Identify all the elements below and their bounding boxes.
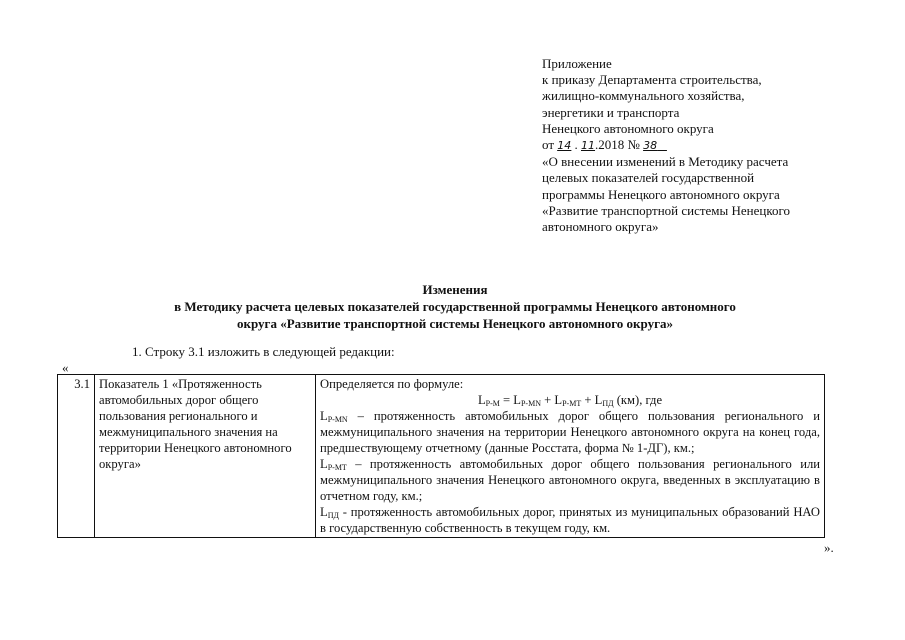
- appendix-order-line: к приказу Департамента строительства,: [542, 72, 762, 88]
- definition-cell: [316, 375, 825, 538]
- appendix-header: [542, 56, 842, 235]
- appendix-subject-line-2: целевых показателей государственной: [542, 170, 755, 186]
- appendix-date-line: от 14 . 11.2018 № 38: [542, 137, 842, 154]
- appendix-department-line: жилищно-коммунального хозяйства,: [542, 88, 745, 104]
- date-month: 11: [581, 139, 596, 153]
- order-number: 38: [643, 139, 658, 153]
- date-day: 14: [557, 139, 572, 153]
- appendix-subject-line-4: «Развитие транспортной системы Ненецкого: [542, 202, 791, 218]
- appendix-energy-line: энергетики и транспорта: [542, 104, 680, 120]
- appendix-subject-line-5: автономного округа»: [542, 219, 659, 235]
- definition-term-3: $L_{ПД}$ - протяженность автомобильных дорог, принятых из муниципальных образований НАО в государственную собственность в текущем году, км.: [320, 505, 820, 535]
- amendment-table: [57, 374, 825, 538]
- table-row: [58, 375, 825, 538]
- definition-term-2: $L_{P-MT}$ – протяженность автомобильных дорог общего пользования регионального или межмуниципального значения Ненецкого автономного округа, введенных в эксплуатацию в отчетном году, км.;: [320, 457, 820, 503]
- appendix-region-line: Ненецкого автономного округа: [542, 120, 714, 136]
- date-prefix: от: [542, 137, 558, 153]
- title-line-3: округа «Развитие транспортной системы Ненецкого автономного округа»: [237, 316, 673, 331]
- appendix-subject-line-3: программы Ненецкого автономного округа: [542, 186, 780, 202]
- indicator-name-cell: Показатель 1 «Протяженность автомобильных дорог общего пользования регионального и межмуниципального значения на территории Ненецкого автономного округа»: [95, 375, 316, 538]
- document-title: [60, 281, 850, 332]
- open-quote-mark: «: [62, 360, 69, 375]
- date-day-field: [557, 137, 571, 152]
- row-number-cell: 3.1: [58, 375, 95, 538]
- formula: $L_{P-M} = L_{P-MN} + L_{P-MT} + L_{ПД}$ (км), где: [477, 393, 663, 408]
- definition-intro: Определяется по формуле:: [320, 377, 464, 391]
- appendix-label: Приложение: [542, 56, 612, 71]
- definition-term-1: $L_{P-MN}$ – протяженность автомобильных дорог общего пользования регионального и межмуниципального значения на территории Ненецкого автономного округа на конец года, предшествующему отчетному (данные Росстата, форма № 1-ДГ), км.;: [320, 409, 820, 455]
- order-number-field: [643, 137, 667, 152]
- close-quote-mark: ».: [824, 540, 834, 555]
- date-month-field: [581, 137, 595, 152]
- date-year: .2018 №: [595, 137, 644, 153]
- title-line-1: Изменения: [422, 282, 488, 297]
- appendix-subject-line-1: «О внесении изменений в Методику расчета: [542, 154, 789, 170]
- instruction-text: 1. Строку 3.1 изложить в следующей редакции:: [132, 344, 395, 359]
- title-line-2: в Методику расчета целевых показателей государственной программы Ненецкого автономного: [174, 299, 736, 314]
